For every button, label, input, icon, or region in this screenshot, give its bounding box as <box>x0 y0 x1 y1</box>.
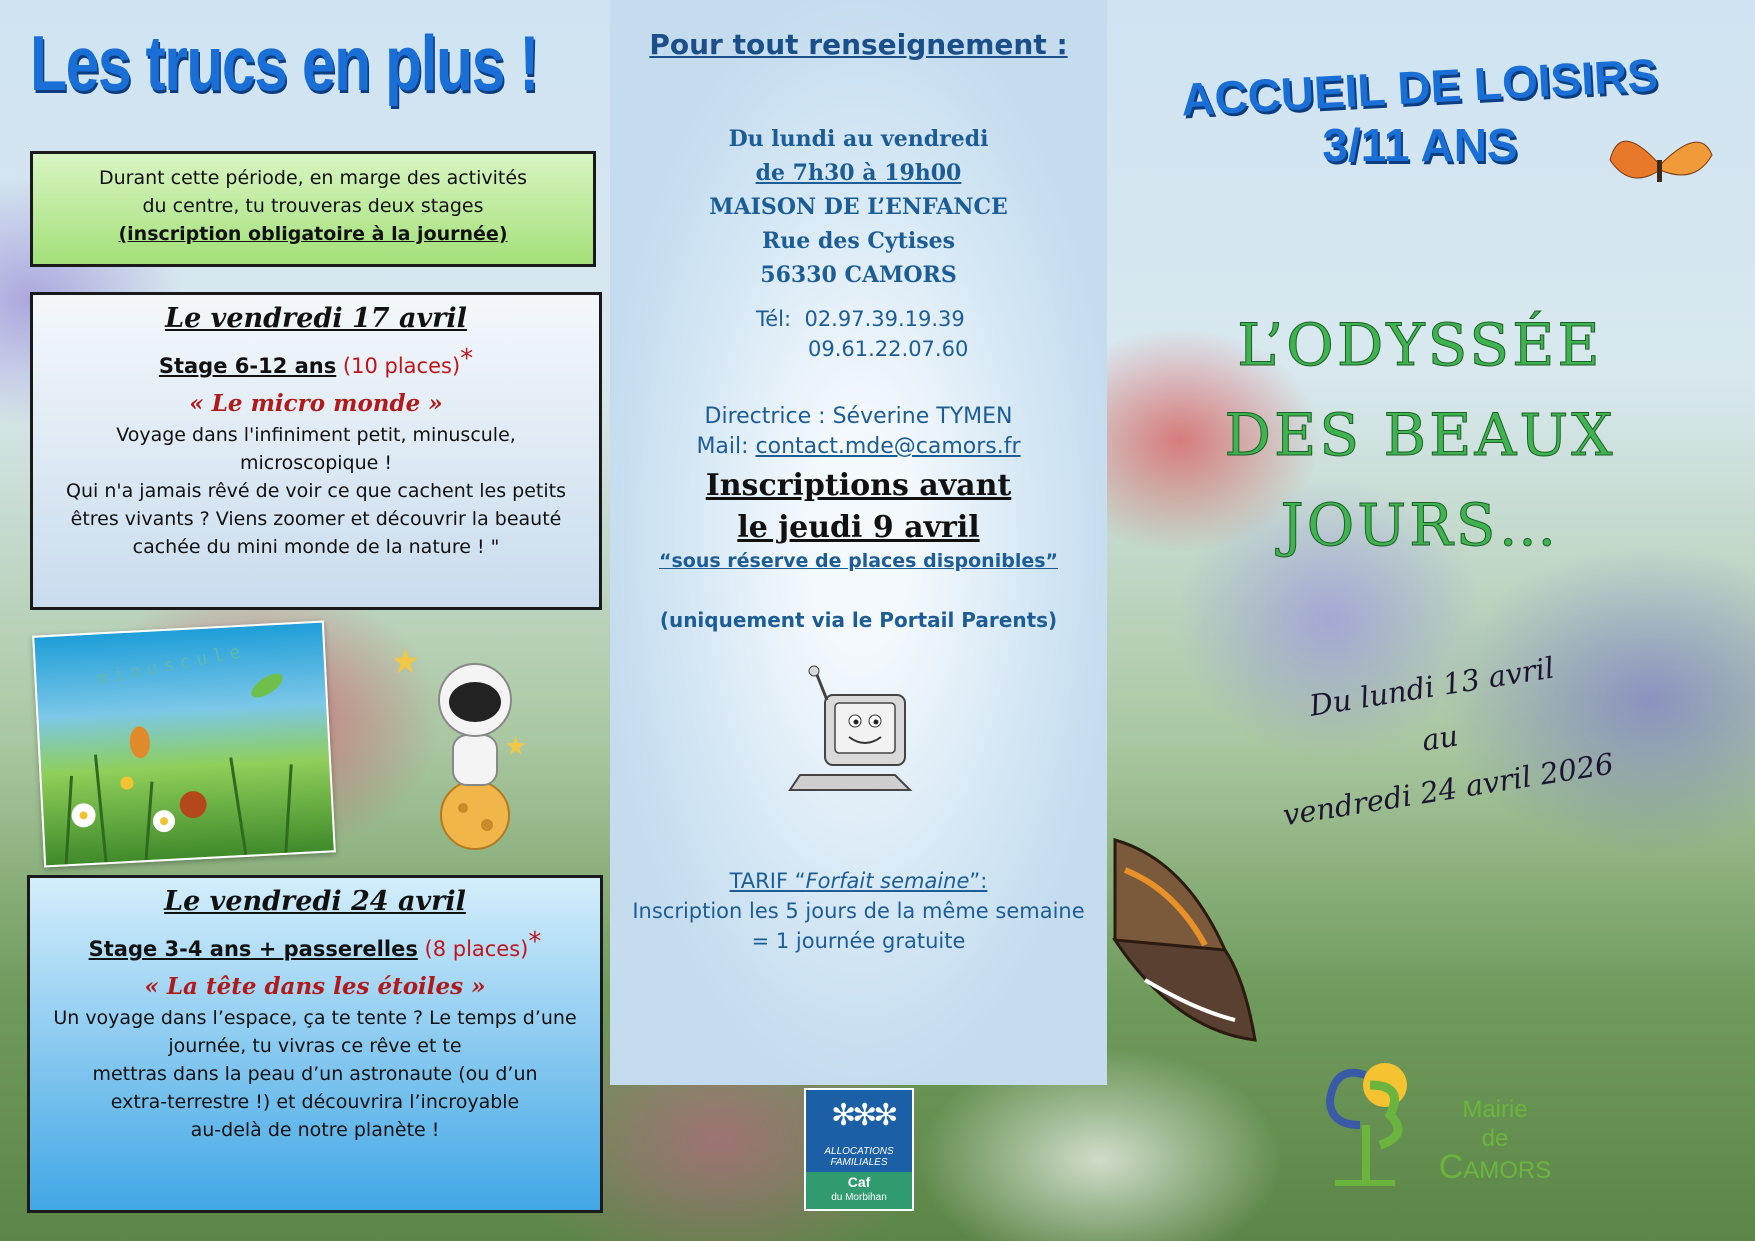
stage2-desc-4: extra-terrestre !) et découvrira l’incroyable <box>110 1091 520 1113</box>
stage2-desc-2: journée, tu vivras ce rêve et te <box>168 1035 462 1057</box>
mairie-line-1: Mairie <box>1462 1096 1528 1123</box>
stage1-box <box>30 292 602 610</box>
stage1-name-line <box>33 344 599 378</box>
stage2-name: Stage 3-4 ans + passerelles <box>88 937 418 961</box>
stage1-desc-2: microscopique ! <box>239 452 392 474</box>
mairie-logo <box>1310 1055 1570 1195</box>
event-date-end: vendredi 24 avril 2026 <box>1280 746 1616 833</box>
minuscule-image <box>32 621 336 868</box>
mail-link[interactable]: contact.mde@camors.fr <box>755 434 1021 459</box>
meadow-illustration <box>34 623 334 866</box>
place-name: MAISON DE L’ENFANCE <box>709 194 1008 220</box>
stage2-desc-3: mettras dans la peau d’un astronaute (ou d’un <box>92 1063 538 1085</box>
computer-mascot-icon <box>785 665 935 805</box>
stage1-date: Le vendredi 17 avril <box>165 303 467 334</box>
mail-label: Mail: <box>696 434 756 459</box>
stage1-desc-1: Voyage dans l'infiniment petit, minuscule, <box>116 424 516 446</box>
mairie-line-3 <box>1430 1148 1560 1186</box>
portal-note: (uniquement via le Portail Parents) <box>659 608 1058 632</box>
mail-line <box>610 432 1107 462</box>
tarif-name: Forfait semaine <box>805 869 970 893</box>
info-heading: Pour tout renseignement : <box>649 28 1068 61</box>
event-title-line-3: JOURS… <box>1280 491 1560 559</box>
intro-line-3: (inscription obligatoire à la journée) <box>118 223 508 245</box>
event-title-line-1: L’ODYSSÉE <box>1237 311 1603 379</box>
phone-number-2[interactable]: 09.61.22.07.60 <box>808 337 969 361</box>
registration-line-1: Inscriptions avant <box>705 468 1012 503</box>
tarif-title <box>610 866 1107 896</box>
stage2-date: Le vendredi 24 avril <box>164 886 466 917</box>
event-dates <box>1211 627 1670 850</box>
caf-logo <box>804 1088 914 1211</box>
event-date-start: Du lundi 13 avril <box>1307 650 1557 723</box>
mairie-name: AMORS <box>1463 1157 1552 1184</box>
tarif-end: ”: <box>969 869 988 893</box>
tarif-block <box>610 866 1107 956</box>
tarif-line-1: Inscription les 5 jours de la même semaine <box>632 899 1085 923</box>
stage2-box <box>27 875 603 1213</box>
stage2-desc-5: au-delà de notre planète ! <box>190 1119 440 1141</box>
centre-title-line-2: 3/11 ANS <box>1322 119 1518 171</box>
availability-note: “sous réserve de places disponibles” <box>658 550 1059 572</box>
registration-line-2: le jeudi 9 avril <box>737 510 980 545</box>
stage1-desc-4: êtres vivants ? Viens zoomer et découvrir la beauté <box>70 508 562 530</box>
caf-line-1: ALLOCATIONS <box>824 1146 894 1157</box>
phone-block <box>610 304 1107 364</box>
mairie-initial: C <box>1438 1148 1464 1186</box>
opening-info <box>610 122 1107 292</box>
stage1-description <box>33 421 599 561</box>
left-title: Les trucs en plus ! <box>30 19 538 107</box>
mairie-line-2: de <box>1481 1125 1509 1152</box>
stage2-name-line <box>30 927 600 961</box>
stage1-desc-5: cachée du mini monde de la nature ! " <box>132 536 500 558</box>
stage1-places: (10 places) <box>336 354 461 378</box>
caf-brand: Caf <box>847 1174 871 1190</box>
opening-hours: de 7h30 à 19h00 <box>755 160 962 186</box>
stage1-name: Stage 6-12 ans <box>158 354 337 378</box>
astronaut-illustration <box>395 640 545 850</box>
stage2-places: (8 places) <box>417 937 529 961</box>
event-title <box>1130 300 1710 570</box>
stage1-desc-3: Qui n'a jamais rêvé de voir ce que cachent les petits <box>66 480 566 502</box>
large-butterfly-icon <box>1105 830 1305 1050</box>
phone-number-1[interactable]: 02.97.39.19.39 <box>804 307 965 331</box>
stage1-theme: « Le micro monde » <box>189 390 443 417</box>
caf-line-2: FAMILIALES <box>830 1157 888 1168</box>
minuscule-label: minuscule <box>95 640 249 690</box>
tarif-label: TARIF “ <box>729 869 806 893</box>
intro-box <box>30 151 596 267</box>
opening-days: Du lundi au vendredi <box>728 126 989 152</box>
city-address: 56330 CAMORS <box>760 262 957 288</box>
phone-line-2 <box>756 334 1107 364</box>
intro-line-1: Durant cette période, en marge des activités <box>99 167 527 189</box>
stage2-star: * <box>528 927 542 957</box>
intro-line-2: du centre, tu trouveras deux stages <box>142 195 484 217</box>
stage2-description <box>30 1004 600 1144</box>
phone-label: Tél: <box>756 307 792 331</box>
tree-logo-icon <box>1310 1055 1430 1195</box>
phone-line-1 <box>756 304 1107 334</box>
director-name: Directrice : Séverine TYMEN <box>704 404 1013 429</box>
tarif-line-2: = 1 journée gratuite <box>751 929 966 953</box>
caf-region: du Morbihan <box>831 1192 887 1203</box>
stage1-star: * <box>460 344 474 374</box>
street-address: Rue des Cytises <box>762 228 955 254</box>
centre-title-line-1: ACCUEIL DE LOISIRS <box>1180 48 1660 126</box>
event-title-line-2: DES BEAUX <box>1224 401 1616 469</box>
stage2-theme: « La tête dans les étoiles » <box>144 973 486 1000</box>
centre-title <box>1120 48 1720 174</box>
stage2-desc-1: Un voyage dans l’espace, ça te tente ? Le temps d’une <box>53 1007 577 1029</box>
registration-deadline <box>610 465 1107 549</box>
caf-people-icon: ✻✻✻ <box>831 1099 895 1132</box>
contact-block <box>610 402 1107 462</box>
event-date-to: au <box>1419 718 1461 758</box>
